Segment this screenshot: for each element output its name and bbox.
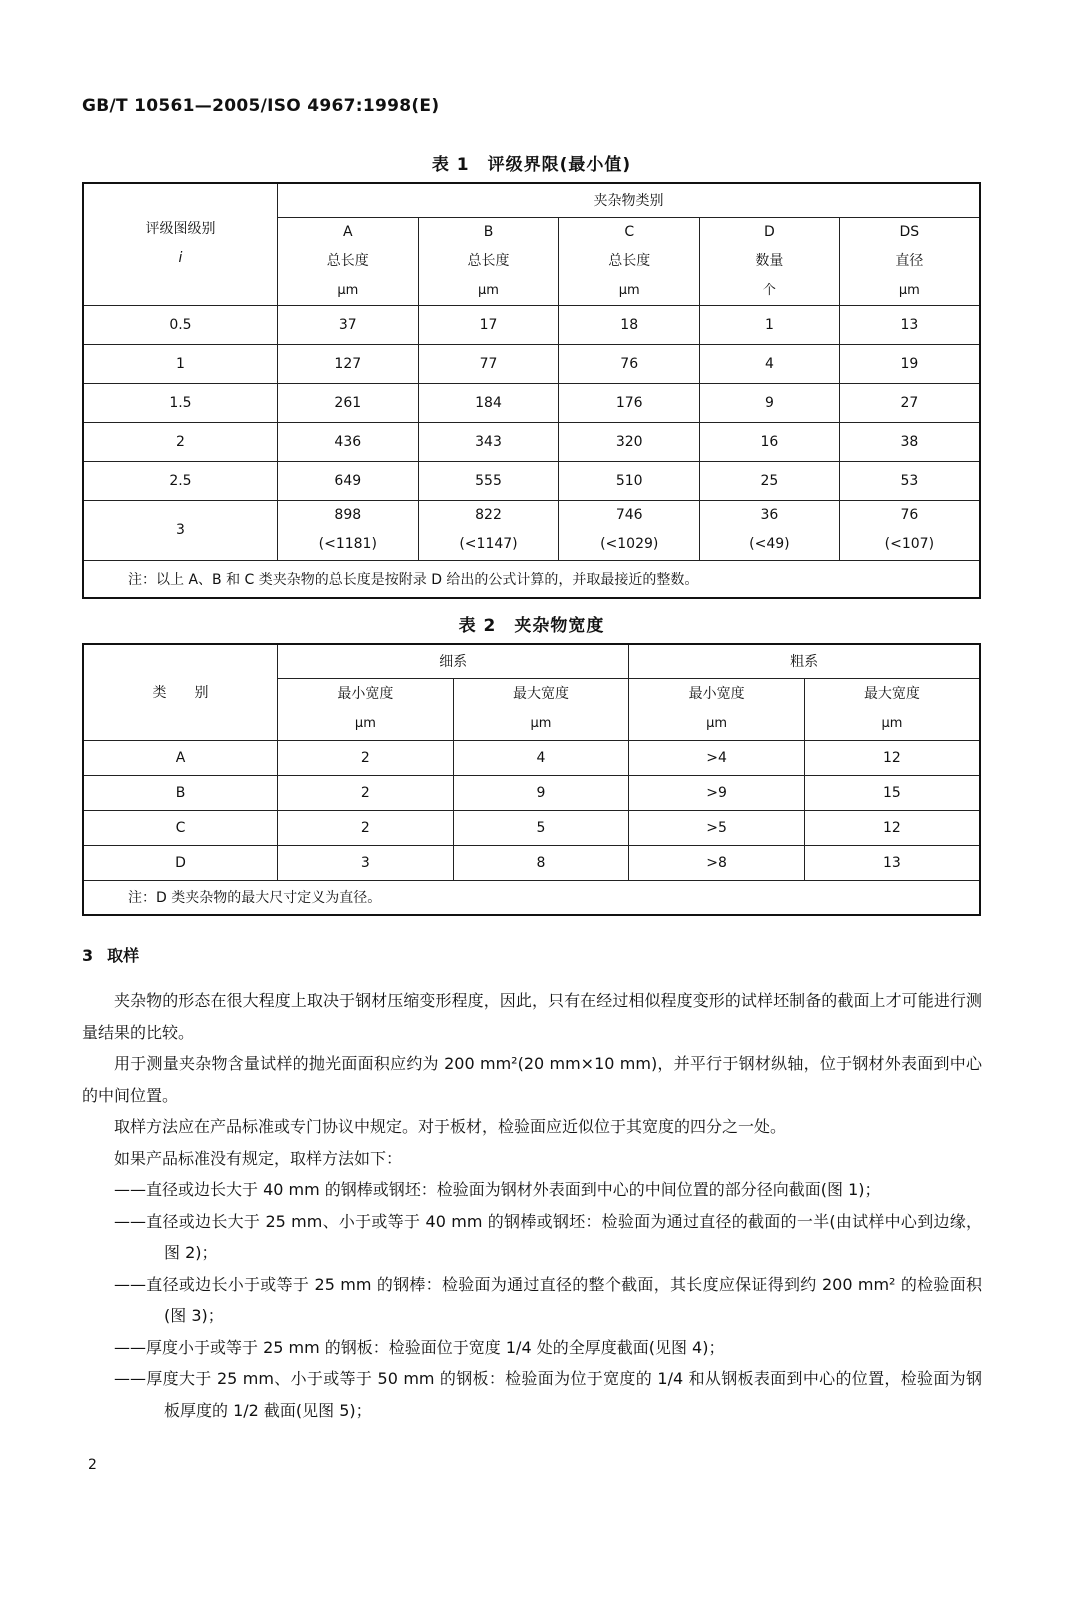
table-row: 0.5 37 17 18 1 13 (83, 305, 980, 344)
list-item: ——直径或边长大于 40 mm 的钢棒或钢坯：检验面为钢材外表面到中心的中间位置的部分径向截面(图 1)； (114, 1180, 881, 1199)
col-header-b: B 总长度 μm (418, 217, 559, 305)
document-header: GB/T 10561—2005/ISO 4967:1998(E) (82, 96, 440, 116)
paragraph: 如果产品标准没有规定，取样方法如下： (114, 1148, 403, 1168)
group-header: 夹杂物类别 (277, 183, 980, 217)
section-title: 取样 (107, 946, 140, 965)
paragraph: 取样方法应在产品标准或专门协议中规定。对于板材，检验面应近似位于其宽度的四分之一处。 (114, 1117, 787, 1136)
paragraph: 用于测量夹杂物含量试样的抛光面面积应约为 200 mm²(20 mm×10 mm)，并平行于钢材纵轴，位于钢材外表面到中心的中间位置。 (82, 1054, 982, 1105)
list-item: ——厚度小于或等于 25 mm 的钢板：检验面位于宽度 1/4 处的全厚度截面(见图 4)； (114, 1337, 725, 1357)
col-header-fine-min: 最小宽度 μm (278, 678, 454, 740)
table2-inclusion-width (82, 643, 981, 916)
paragraph: 夹杂物的形态在很大程度上取决于钢材压缩变形程度，因此，只有在经过相似程度变形的试样坯制备的截面上才可能进行测量结果的比较。 (82, 991, 982, 1042)
table1-caption: 表 1 评级界限(最小值) (431, 155, 632, 175)
list-item: ——直径或边长大于 25 mm、小于或等于 40 mm 的钢棒或钢坯：检验面为通过直径的截面的一半(由试样中心到边缘，图 2)； (114, 1211, 982, 1262)
page-number: 2 (88, 1457, 97, 1473)
col-header-d: D 数量 个 (700, 217, 840, 305)
table2-note: 注：D 类夹杂物的最大尺寸定义为直径。 (83, 880, 980, 915)
table-row: 3 898 (<1181) 822 (<1147) 746 (<1029) 36 (<49) 76 (<107) (83, 500, 980, 560)
row-header-cell (83, 183, 277, 305)
table-row: B 2 9 >9 15 (83, 775, 980, 810)
table-row: 1.5 261 184 176 9 27 (83, 383, 980, 422)
row-header-cell: 类 别 (83, 644, 278, 740)
col-header-c: C 总长度 μm (559, 217, 700, 305)
group-header-fine: 细系 (278, 644, 629, 678)
table-row: C 2 5 >5 12 (83, 810, 980, 845)
table2-caption: 表 2 夹杂物宽度 (458, 616, 605, 636)
group-header-heavy: 粗系 (629, 644, 980, 678)
col-header-heavy-max: 最大宽度 μm (804, 678, 980, 740)
section-heading (82, 943, 139, 966)
row-header-label: 评级图级别 (145, 221, 216, 238)
list-item: ——厚度大于 25 mm、小于或等于 50 mm 的钢板：检验面为位于宽度的 1/4 和从钢板表面到中心的位置，检验面为钢板厚度的 1/2 截面(见图 5)； (114, 1369, 982, 1420)
table1-grading-limits (82, 182, 981, 599)
table-row: 2 436 343 320 16 38 (83, 422, 980, 461)
row-header-symbol: i (178, 250, 183, 267)
table-row: 2.5 649 555 510 25 53 (83, 461, 980, 500)
section-number: 3 (82, 946, 94, 965)
table-row: A 2 4 >4 12 (83, 740, 980, 775)
col-header-ds: DS 直径 μm (839, 217, 980, 305)
list-item: ——直径或边长小于或等于 25 mm 的钢棒：检验面为通过直径的整个截面，其长度应保证得到约 200 mm² 的检验面积(图 3)； (114, 1274, 982, 1325)
table1-note: 注：以上 A、B 和 C 类夹杂物的总长度是按附录 D 给出的公式计算的，并取最接近的整数。 (83, 560, 980, 598)
col-header-a: A 总长度 μm (277, 217, 418, 305)
section-body (82, 985, 982, 1426)
col-header-heavy-min: 最小宽度 μm (629, 678, 805, 740)
table-row: 1 127 77 76 4 19 (83, 344, 980, 383)
table-row: D 3 8 >8 13 (83, 845, 980, 880)
col-header-fine-max: 最大宽度 μm (453, 678, 629, 740)
